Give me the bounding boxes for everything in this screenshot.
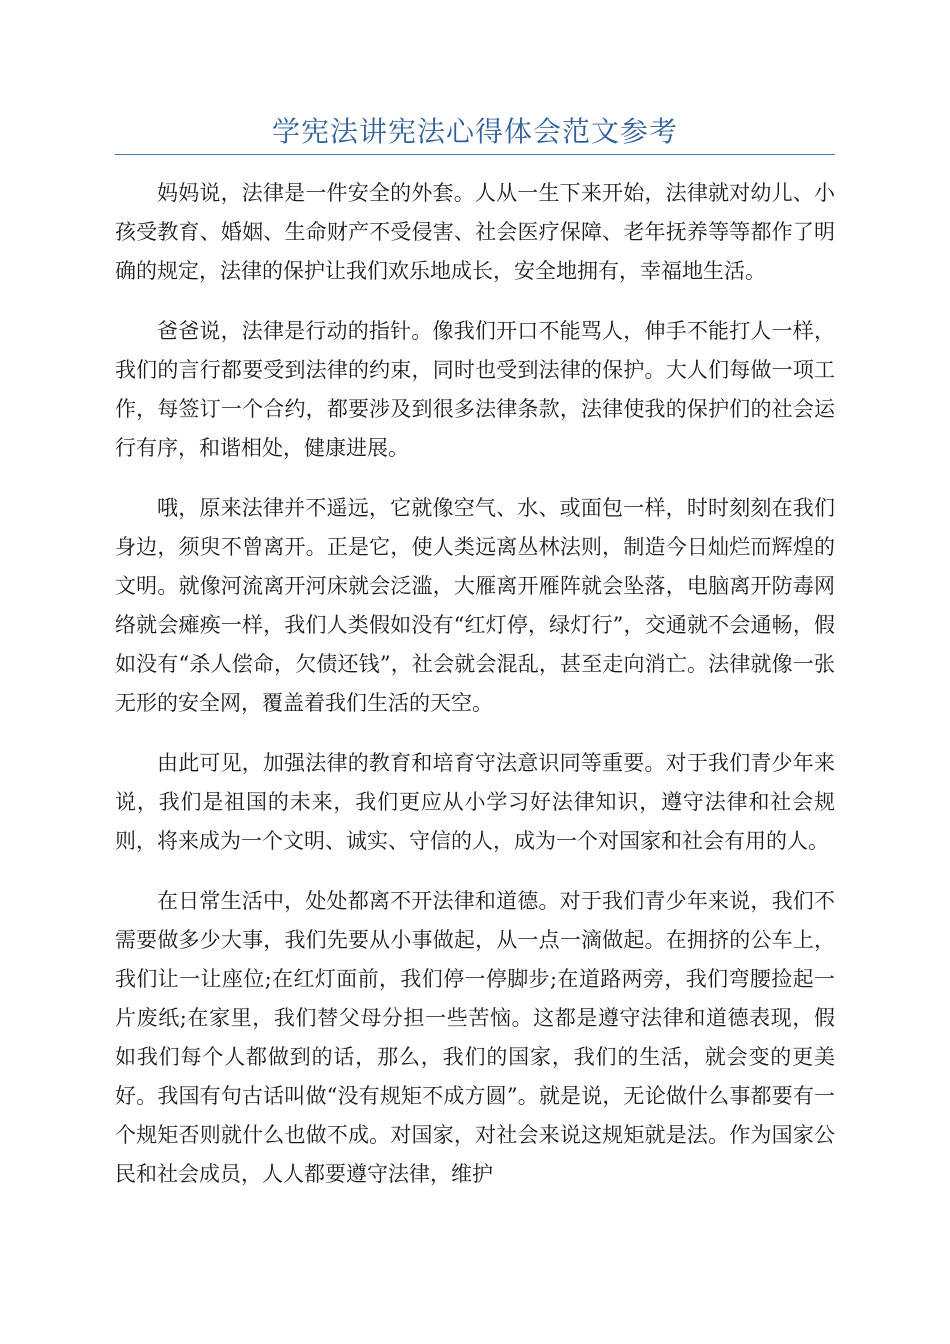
document-body <box>115 174 835 1215</box>
paragraph-2: 爸爸说，法律是行动的指针。像我们开口不能骂人，伸手不能打人一样，我们的言行都要受到法律的约束，同时也受到法律的保护。大人们每做一项工作，每签订一个合约，都要涉及到很多法律条款，法律使我的保护们的社会运行有序，和谐相处，健康进展。 <box>115 319 835 460</box>
paragraph-3: 哦，原来法律并不遥远，它就像空气、水、或面包一样，时时刻刻在我们身边，须臾不曾离开。正是它，使人类远离丛林法则，制造今日灿烂而辉煌的文明。就像河流离开河床就会泛滥，大雁离开雁阵就会坠落，电脑离开防毒网络就会瘫痪一样，我们人类假如没有“红灯停，绿灯行”，交通就不会通畅，假如没有“杀人偿命，欠债还钱”，社会就会混乱，甚至走向消亡。法律就像一张无形的安全网，覆盖着我们生活的天空。 <box>115 496 835 715</box>
document-title: 学宪法讲宪法心得体会范文参考 <box>271 115 678 148</box>
paragraph-5: 在日常生活中，处处都离不开法律和道德。对于我们青少年来说，我们不需要做多少大事，我们先要从小事做起，从一点一滴做起。在拥挤的公车上，我们让一让座位;在红灯面前，我们停一停脚步;在道路两旁，我们弯腰捡起一片废纸;在家里，我们替父母分担一些苦恼。这都是遵守法律和道德表现，假如我们每个人都做到的话，那么，我们的国家，我们的生活，就会变的更美好。我国有句古话叫做“没有规矩不成方圆”。就是说，无论做什么事都要有一个规矩否则就什么也做不成。对国家，对社会来说这规矩就是法。作为国家公民和社会成员，人人都要遵守法律，维护 <box>115 889 835 1186</box>
paragraph-1: 妈妈说，法律是一件安全的外套。人从一生下来开始，法律就对幼儿、小孩受教育、婚姻、生命财产不受侵害、社会医疗保障、老年抚养等等都作了明确的规定，法律的保护让我们欢乐地成长，安全地拥有，幸福地生活。 <box>115 181 835 283</box>
paragraph-4: 由此可见，加强法律的教育和培育守法意识同等重要。对于我们青少年来说，我们是祖国的未来，我们更应从小学习好法律知识，遵守法律和社会规则，将来成为一个文明、诚实、守信的人，成为一个对国家和社会有用的人。 <box>115 751 835 853</box>
title-underline <box>115 154 835 155</box>
